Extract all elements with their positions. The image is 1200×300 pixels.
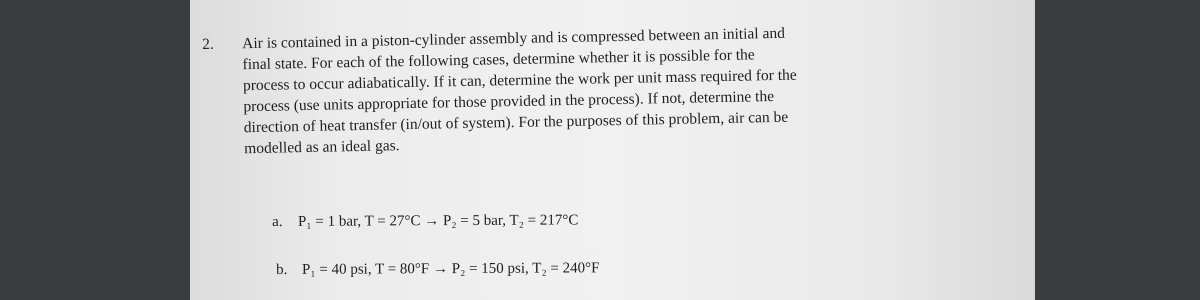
problem-line: final state. For each of the following cases, determine whether it is possible for the [242,46,755,74]
case-marker: b. [276,261,288,278]
problem-statement [202,20,924,160]
problem-row [202,20,924,160]
right-background [1035,0,1200,300]
case-text: P₁ = 40 psi, T = 80°F → P₂ = 150 psi, T₂ = 240°F [301,260,600,278]
case-text: P₁ = 1 bar, T = 27°C → P₂ = 5 bar, T₂ = 217°C [297,212,579,230]
problem-document [190,0,1035,300]
left-background [0,0,190,300]
case-b [276,260,600,279]
problem-line: process to occur adiabatically. If it can, determine the work per unit mass required for the [242,66,797,95]
case-a [272,212,578,231]
case-marker: a. [272,213,283,230]
problem-line: process (use units appropriate for those provided in the process). If not, determine the [243,88,775,116]
problem-number: 2. [202,35,214,53]
problem-text [242,20,924,159]
problem-line: Air is contained in a piston-cylinder assembly and is compressed between an initial and [242,24,786,53]
problem-line: direction of heat transfer (in/out of system). For the purposes of this problem, air can be [243,108,789,137]
problem-line: modelled as an ideal gas. [244,137,400,158]
